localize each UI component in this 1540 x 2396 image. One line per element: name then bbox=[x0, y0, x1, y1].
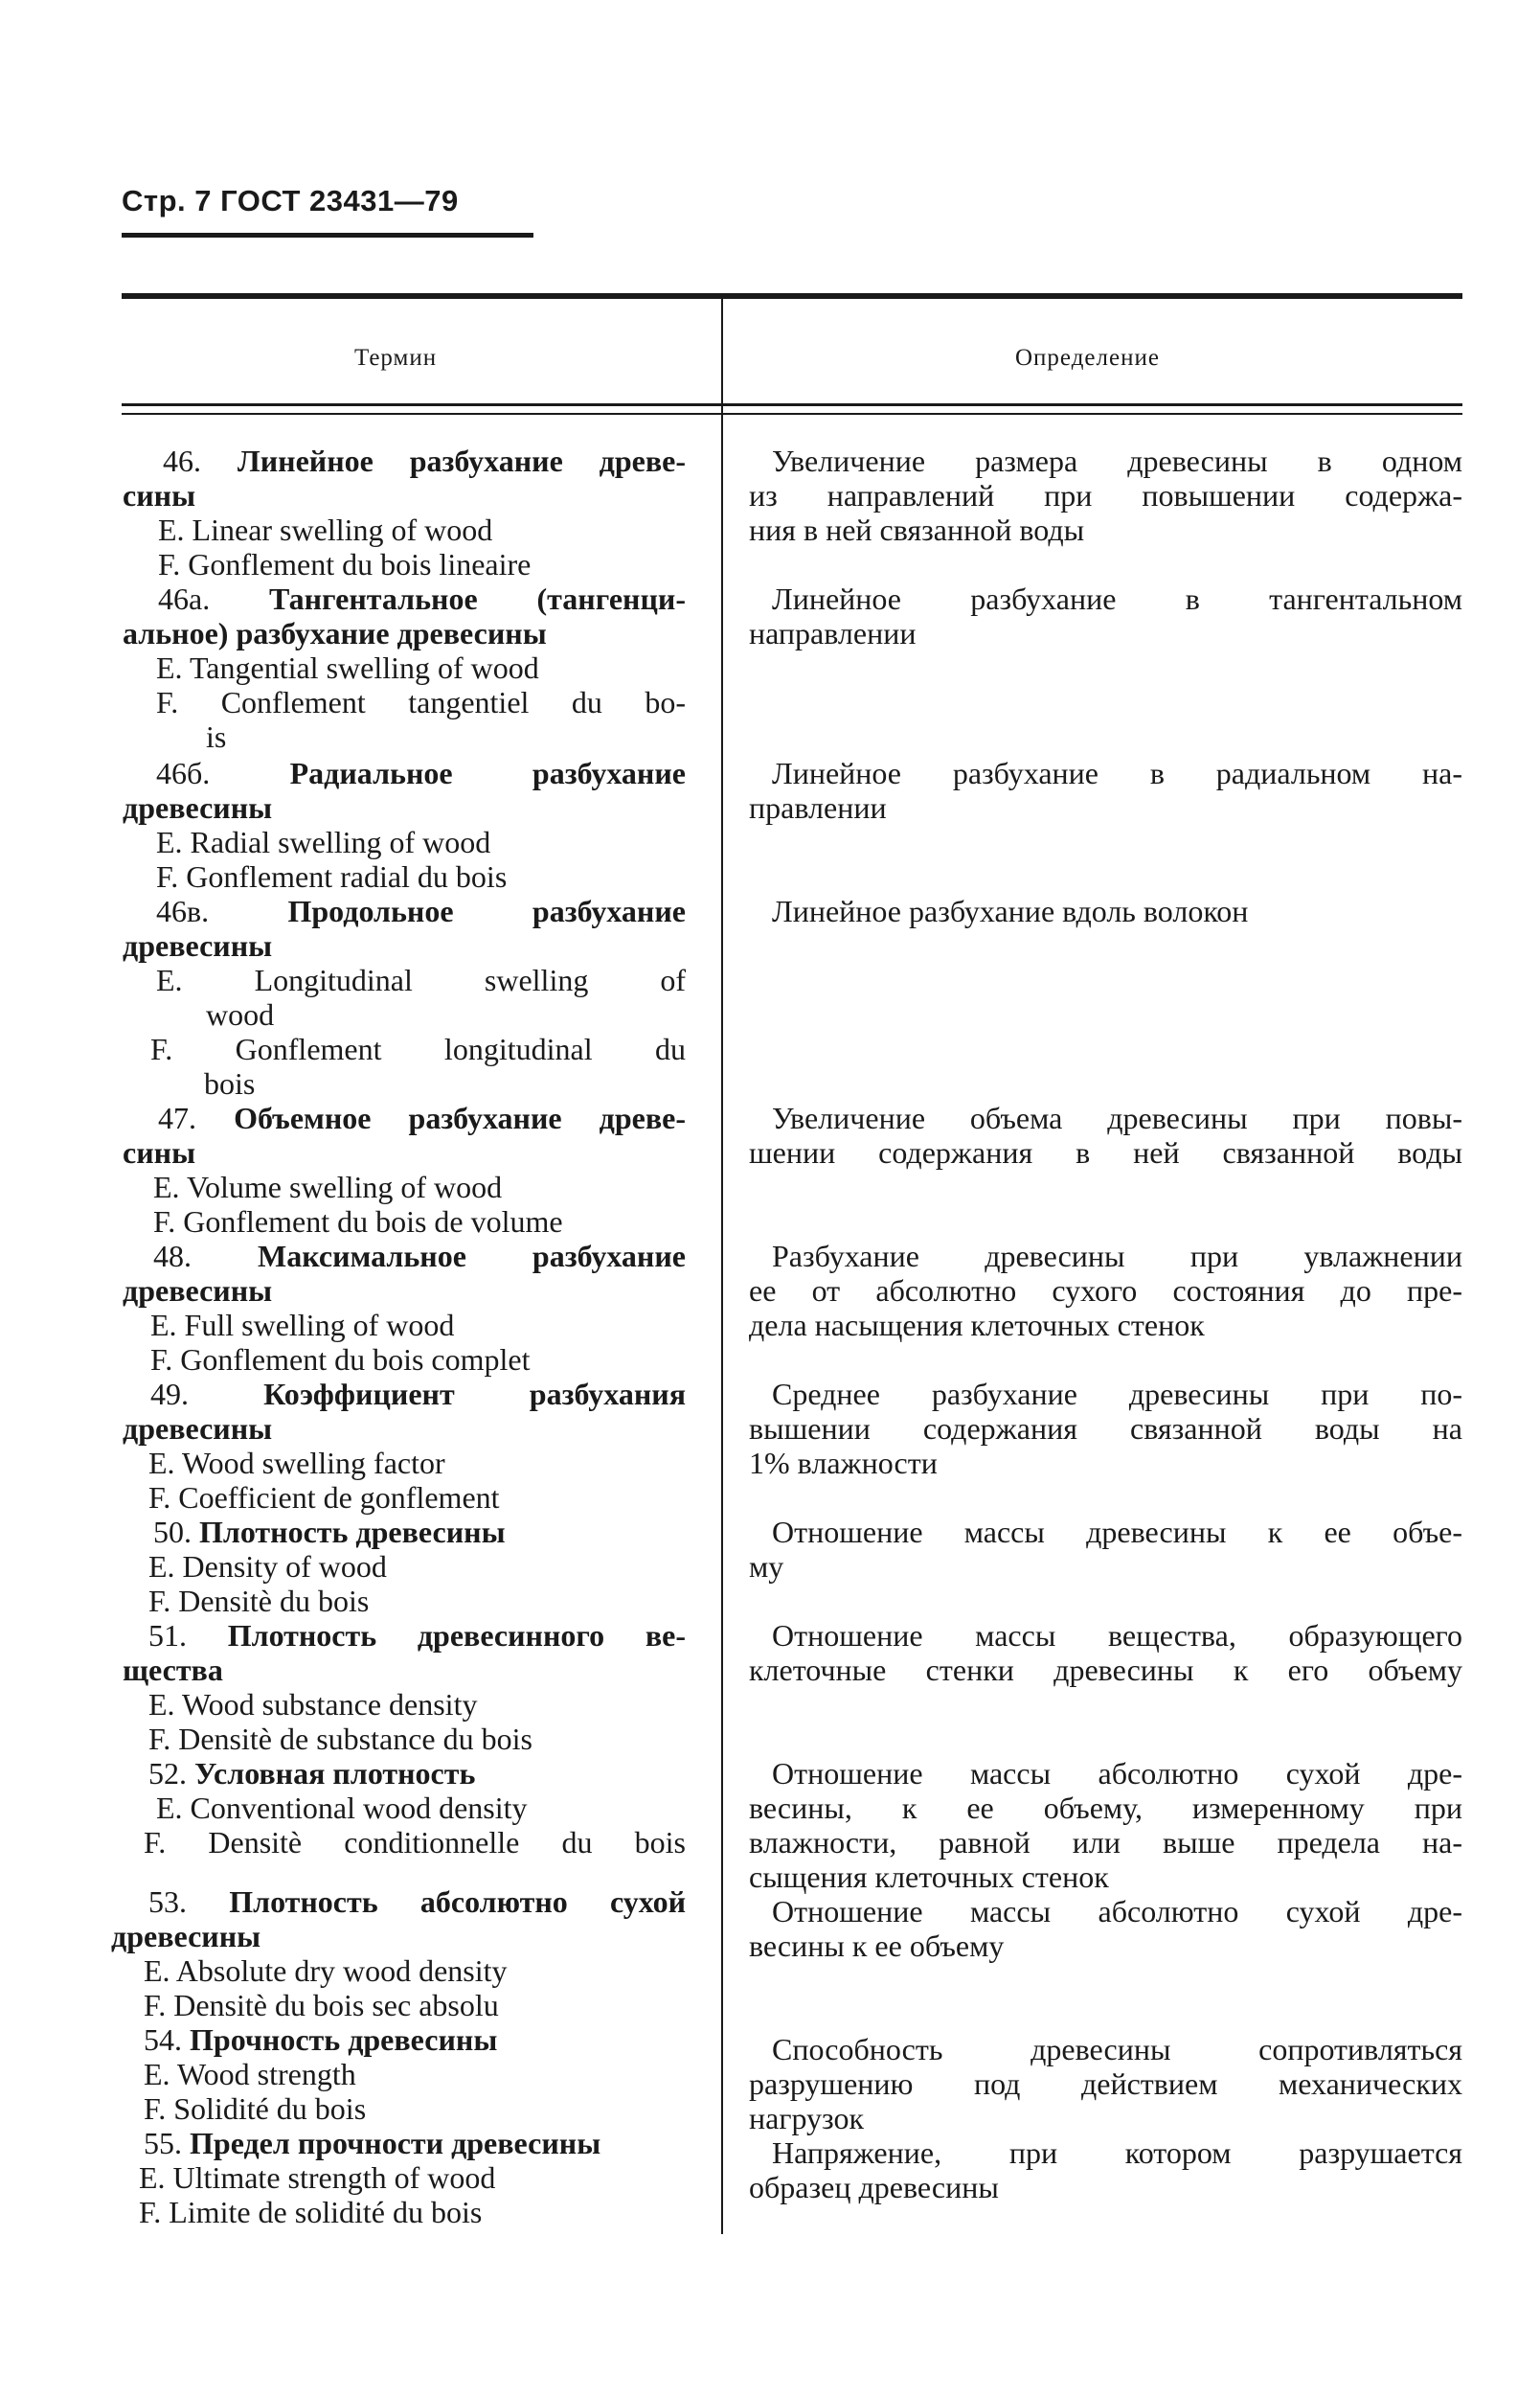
term-french: F. Densitè conditionnelle du bois bbox=[144, 1825, 686, 1860]
definition-line: му bbox=[749, 1549, 784, 1584]
definition-line: Разбухание древесины при увлажнении bbox=[772, 1239, 1462, 1273]
header-underline bbox=[122, 233, 533, 238]
definition-line: Отношение массы абсолютно сухой дре- bbox=[772, 1894, 1462, 1928]
term-french: F. Coefficient de gonflement bbox=[148, 1480, 500, 1515]
table-top-rule bbox=[122, 293, 1462, 299]
term-title: Прочность древесины bbox=[190, 2022, 498, 2057]
term-english: E. Full swelling of wood bbox=[150, 1308, 455, 1342]
term-french: F. Gonflement du bois complet bbox=[150, 1342, 531, 1377]
term-name bbox=[148, 1619, 686, 1652]
term-name bbox=[153, 1240, 686, 1272]
definition-line: шении содержания в ней связанной воды bbox=[749, 1135, 1462, 1170]
term-name bbox=[163, 445, 686, 477]
term-title: Продольное разбухание bbox=[287, 894, 686, 928]
term-french: F. Densitè du bois bbox=[148, 1584, 370, 1618]
term-name bbox=[153, 1516, 716, 1548]
term-french: F. Gonflement radial du bois bbox=[156, 859, 508, 894]
term-french: F. Conflement tangentiel du bo- bbox=[156, 685, 686, 719]
term-english: E. Radial swelling of wood bbox=[156, 825, 491, 859]
term-french: F. Solidité du bois bbox=[144, 2091, 367, 2126]
column-divider bbox=[721, 299, 723, 2234]
definition-line: из направлений при повышении содержа- bbox=[749, 478, 1462, 513]
term-name bbox=[148, 1885, 686, 1918]
term-name-cont: альное) разбухание древесины bbox=[123, 616, 547, 650]
term-name bbox=[156, 895, 686, 927]
term-english-cont: wood bbox=[206, 997, 275, 1032]
term-name bbox=[156, 757, 686, 789]
term-name-cont: сины bbox=[123, 478, 196, 513]
term-name bbox=[148, 1757, 712, 1790]
definition-line: клеточные стенки древесины к его объему bbox=[749, 1653, 1462, 1687]
definition-line: Линейное разбухание вдоль волокон bbox=[772, 894, 1249, 928]
definition-line: дела насыщения клеточных стенок bbox=[749, 1308, 1205, 1342]
definition-line: направлении bbox=[749, 616, 917, 650]
term-english: E. Volume swelling of wood bbox=[153, 1170, 503, 1204]
definition-line: весины, к ее объему, измеренному при bbox=[749, 1791, 1462, 1825]
term-name bbox=[150, 1378, 686, 1410]
term-french: F. Densitè de substance du bois bbox=[148, 1722, 532, 1756]
definition-line: ния в ней связанной воды bbox=[749, 513, 1085, 547]
term-french: F. Gonflement du bois de volume bbox=[153, 1204, 563, 1239]
definition-line: вышении содержания связанной воды на bbox=[749, 1411, 1462, 1446]
definition-line: Отношение массы древесины к ее объе- bbox=[772, 1515, 1462, 1549]
definition-line: Напряжение, при котором разрушается bbox=[772, 2135, 1462, 2170]
term-number: 49. bbox=[150, 1377, 189, 1411]
term-french-cont: bois bbox=[204, 1066, 256, 1101]
term-french: F. Gonflement longitudinal du bbox=[150, 1032, 686, 1066]
term-name-cont: щества bbox=[123, 1653, 223, 1687]
term-name-cont: древесины bbox=[123, 928, 273, 963]
term-title: Максимальное разбухание bbox=[258, 1239, 687, 1273]
term-english: E. Wood strength bbox=[144, 2057, 356, 2091]
term-french: F. Densitè du bois sec absolu bbox=[144, 1988, 499, 2022]
term-number: 46б. bbox=[156, 756, 211, 790]
term-english: E. Longitudinal swelling of bbox=[156, 963, 686, 997]
definition-line: Увеличение объема древесины при повы- bbox=[772, 1101, 1462, 1135]
column-header-definition: Определение bbox=[1015, 345, 1160, 371]
header-rule bbox=[122, 403, 1462, 406]
term-name bbox=[158, 582, 686, 615]
term-english: E. Wood substance density bbox=[148, 1687, 478, 1722]
term-title: Радиальное разбухание bbox=[289, 756, 686, 790]
term-number: 52. bbox=[148, 1756, 187, 1791]
term-name-cont: сины bbox=[123, 1135, 196, 1170]
term-french-cont: is bbox=[206, 719, 227, 754]
term-english: E. Density of wood bbox=[148, 1549, 387, 1584]
definition-line: нагрузок bbox=[749, 2101, 865, 2135]
definition-line: образец древесины bbox=[749, 2170, 999, 2204]
term-title: Предел прочности древесины bbox=[190, 2126, 601, 2160]
term-english: E. Linear swelling of wood bbox=[158, 513, 493, 547]
definition-line: весины к ее объему bbox=[749, 1928, 1005, 1963]
term-english: E. Wood swelling factor bbox=[148, 1446, 445, 1480]
term-title: Объемное разбухание древе- bbox=[234, 1101, 686, 1135]
term-title: Линейное разбухание древе- bbox=[237, 444, 686, 478]
term-title: Плотность абсолютно сухой bbox=[229, 1884, 686, 1919]
term-number: 48. bbox=[153, 1239, 192, 1273]
term-name-cont: древесины bbox=[123, 1273, 273, 1308]
definition-line: Среднее разбухание древесины при по- bbox=[772, 1377, 1462, 1411]
term-french: F. Gonflement du bois lineaire bbox=[158, 547, 532, 582]
term-number: 55. bbox=[144, 2126, 182, 2160]
term-number: 47. bbox=[158, 1101, 196, 1135]
term-number: 53. bbox=[148, 1884, 187, 1919]
definition-line: сыщения клеточных стенок bbox=[749, 1860, 1109, 1894]
term-english: E. Ultimate strength of wood bbox=[139, 2160, 496, 2195]
term-name-cont: древесины bbox=[111, 1919, 261, 1953]
term-name-cont: древесины bbox=[123, 790, 273, 825]
term-title: Коэффициент разбухания bbox=[263, 1377, 687, 1411]
definition-line: Способность древесины сопротивляться bbox=[772, 2032, 1462, 2066]
definition-line: Линейное разбухание в радиальном на- bbox=[772, 756, 1462, 790]
term-english: E. Absolute dry wood density bbox=[144, 1953, 508, 1988]
definition-line: правлении bbox=[749, 790, 887, 825]
header-rule bbox=[122, 413, 1462, 415]
page-header: Стр. 7 ГОСТ 23431—79 bbox=[122, 184, 459, 217]
term-number: 51. bbox=[148, 1618, 187, 1653]
term-title: Тангентальное (тангенци- bbox=[269, 582, 687, 616]
term-number: 50. bbox=[153, 1515, 192, 1549]
term-title: Плотность древесины bbox=[199, 1515, 506, 1549]
term-name-cont: древесины bbox=[123, 1411, 273, 1446]
definition-line: Отношение массы абсолютно сухой дре- bbox=[772, 1756, 1462, 1791]
definition-line: ее от абсолютно сухого состояния до пре- bbox=[749, 1273, 1462, 1308]
term-title: Условная плотность bbox=[194, 1756, 476, 1791]
term-number: 54. bbox=[144, 2022, 182, 2057]
column-header-term: Термин bbox=[354, 345, 438, 371]
term-number: 46в. bbox=[156, 894, 210, 928]
term-number: 46а. bbox=[158, 582, 211, 616]
term-number: 46. bbox=[163, 444, 201, 478]
definition-line: Увеличение размера древесины в одном bbox=[772, 444, 1462, 478]
term-english: E. Conventional wood density bbox=[156, 1791, 528, 1825]
term-name bbox=[144, 2127, 707, 2159]
definition-line: разрушению под действием механических bbox=[749, 2066, 1462, 2101]
term-name bbox=[158, 1102, 686, 1134]
term-title: Плотность древесинного ве- bbox=[227, 1618, 687, 1653]
term-name bbox=[144, 2023, 707, 2056]
definition-line: влажности, равной или выше предела на- bbox=[749, 1825, 1462, 1860]
term-english: E. Tangential swelling of wood bbox=[156, 650, 539, 685]
definition-line: Линейное разбухание в тангентальном bbox=[772, 582, 1462, 616]
definition-line: 1% влажности bbox=[749, 1446, 938, 1480]
definition-line: Отношение массы вещества, образующего bbox=[772, 1618, 1462, 1653]
term-french: F. Limite de solidité du bois bbox=[139, 2195, 483, 2229]
